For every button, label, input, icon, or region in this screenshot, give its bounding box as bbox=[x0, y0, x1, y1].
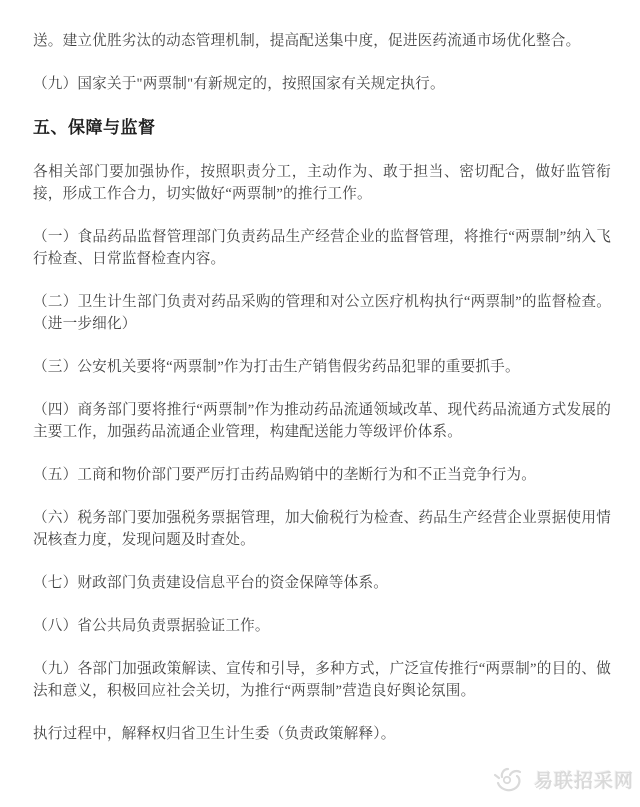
item-2-health-paragraph: （二）卫生计生部门负责对药品采购的管理和对公立医疗机构执行“两票制”的监督检查。（进一步细化） bbox=[33, 294, 611, 332]
closing-note-paragraph: 执行过程中，解释权归省卫生计生委（负责政策解释）。 bbox=[33, 726, 396, 742]
item-9-publicity-paragraph: （九）各部门加强政策解读、宣传和引导，多种方式，广泛宣传推行“两票制”的目的、做法和意义，积极回应社会关切，为推行“两票制”营造良好舆论氛围。 bbox=[33, 661, 611, 699]
paragraph-intro-continuation: 送。建立优胜劣汰的动态管理机制，提高配送集中度，促进医药流通市场优化整合。 bbox=[33, 33, 581, 49]
item-6-tax-paragraph: （六）税务部门要加强税务票据管理，加大偷税行为检查、药品生产经营企业票据使用情况核查力度，发现问题及时查处。 bbox=[33, 510, 611, 548]
item-4-commerce-paragraph: （四）商务部门要将推行“两票制”作为推动药品流通领域改革、现代药品流通方式发展的主要工作，加强药品流通企业管理，构建配送能力等级评价体系。 bbox=[33, 402, 611, 440]
dove-logo-icon bbox=[492, 763, 526, 795]
item-7-finance-paragraph: （七）财政部门负责建设信息平台的资金保障等体系。 bbox=[33, 575, 389, 591]
item-3-police-paragraph: （三）公安机关要将“两票制”作为打击生产销售假劣药品犯罪的重要抓手。 bbox=[33, 359, 520, 375]
section-heading: 五、保障与监督 bbox=[33, 118, 156, 137]
watermark-label: 易联招采网 bbox=[533, 770, 634, 792]
section-lead-paragraph: 各相关部门要加强协作，按照职责分工，主动作为、敢于担当、密切配合，做好监管衔接，形成工作合力，切实做好“两票制”的推行工作。 bbox=[33, 164, 611, 202]
item-8-provincial-bureau-paragraph: （八）省公共局负责票据验证工作。 bbox=[33, 618, 270, 634]
item-5-industry-price-paragraph: （五）工商和物价部门要严厉打击药品购销中的垄断行为和不正当竞争行为。 bbox=[33, 467, 536, 483]
paragraph-prev-item-nine: （九）国家关于"两票制"有新规定的，按照国家有关规定执行。 bbox=[33, 76, 445, 92]
document-body bbox=[33, 30, 611, 766]
watermark bbox=[492, 763, 634, 795]
item-1-fda-paragraph: （一）食品药品监督管理部门负责药品生产经营企业的监督管理，将推行“两票制”纳入飞行检查、日常监督检查内容。 bbox=[33, 229, 611, 267]
